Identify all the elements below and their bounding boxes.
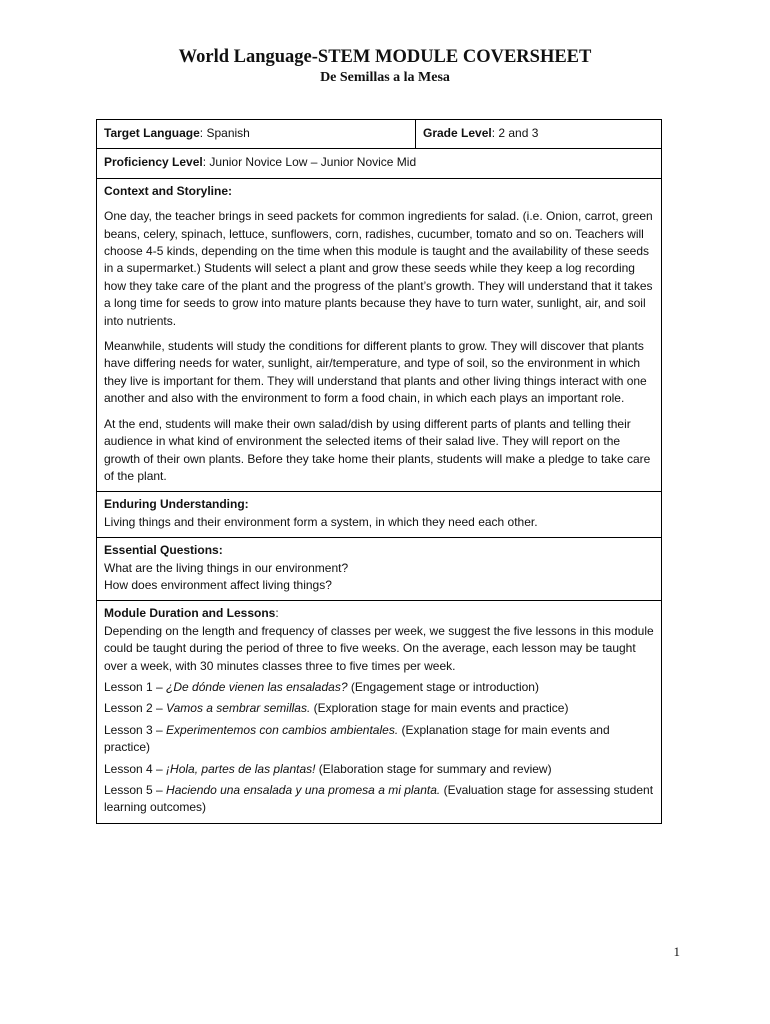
target-language-label: Target Language [104,126,200,140]
lesson-prefix: Lesson 2 – [104,701,167,716]
enduring-text: Living things and their environment form a system, in which they need each other. [104,514,538,529]
grade-level-value: 2 and 3 [498,126,539,140]
lesson-title: ¿De dónde vienen las ensaladas? [166,679,348,694]
context-heading: Context and Storyline: [104,183,233,198]
context-paragraph: Meanwhile, students will study the conditions for different plants to grow. They will discover that plants have differing needs for water, sunlight, air/temperature, and type of soil, so the environment in which they live is important for them. They will understand that plants and other living things interact with one another and also with the environment to form a food chain, in which each plays an important role. [104,339,647,406]
lesson-title: Experimentemos con cambios ambientales. [166,722,399,737]
lesson-desc: (Engagement stage or introduction) [347,679,539,694]
lesson-desc: (Explanation stage for main events and practice) [104,722,610,755]
enduring-section [97,491,661,537]
essential-question: How does environment affect living things? [104,577,332,592]
page-number: 1 [673,944,680,959]
lesson-title: Haciendo una ensalada y una promesa a mi planta. [166,783,441,797]
language-grade-row [97,120,661,148]
lesson-prefix: Lesson 5 – [104,783,167,797]
context-paragraph: One day, the teacher brings in seed packets for common ingredients for salad. (i.e. Onion, carrot, green beans, celery, spinach, lettuce, sunflowers, corn, radishes, cucumber, tomato and so on. Teachers will choose 4-5 kinds, depending on the time when this module is taught and the availability of these seeds in a supermarket.) Students will select a plant and grow these seeds while they keep a log recording how they take care of the plant and the progress of the plant’s growth. They will understand that it takes a long time for seeds to grow into mature plants because they have to turn water, sunlight, air, and soil into nutrients. [104,209,653,328]
coversheet-table [96,119,662,824]
page-subtitle: De Semillas a la Mesa [320,70,450,85]
enduring-heading: Enduring Understanding: [104,497,249,512]
essential-section [97,537,661,600]
lesson-item [104,761,654,778]
lesson-desc: (Exploration stage for main events and practice) [310,701,569,716]
target-language-cell: Target Language: Spanish [97,120,416,148]
lesson-item [104,700,654,717]
lesson-desc: (Elaboration stage for summary and review) [315,761,552,776]
lesson-prefix: Lesson 3 – [104,722,167,737]
duration-section [97,600,661,822]
grade-level-label: Grade Level [423,126,492,140]
duration-intro: Depending on the length and frequency of classes per week, we suggest the five lessons in this module could be taught during the period of three to five weeks. On the average, each lesson may be taught over a week, with 30 minutes classes three to five times per week. [104,623,654,673]
lesson-prefix: Lesson 1 – [104,679,167,694]
page-title: World Language-STEM MODULE COVERSHEET [178,47,592,67]
lesson-title: Vamos a sembrar semillas. [166,701,311,716]
proficiency-label: Proficiency Level [104,155,203,170]
grade-level-cell: Grade Level: 2 and 3 [423,126,539,140]
proficiency-row: Proficiency Level: Junior Novice Low – Junior Novice Mid [97,148,661,177]
lesson-title: ¡Hola, partes de las plantas! [166,761,316,776]
duration-heading-line: Module Duration and Lessons: [104,606,279,621]
essential-heading: Essential Questions: [104,543,223,558]
lesson-item [104,679,654,696]
lesson-item [104,782,654,817]
proficiency-value: Junior Novice Low – Junior Novice Mid [209,155,417,170]
context-section [97,178,661,492]
essential-question: What are the living things in our environment? [104,560,349,575]
lesson-item [104,722,654,757]
context-paragraph: At the end, students will make their own salad/dish by using different parts of plants and telling their audience in what kind of environment the selected items of their salad live. They will report on the growth of their own plants. Before they take home their plants, students will make a pledge to take care of the plant. [104,416,651,483]
duration-heading: Module Duration and Lessons [104,606,276,621]
target-language-value: Spanish [206,126,250,140]
lesson-desc: (Evaluation stage for assessing student learning outcomes) [104,783,654,815]
lesson-prefix: Lesson 4 – [104,761,167,776]
